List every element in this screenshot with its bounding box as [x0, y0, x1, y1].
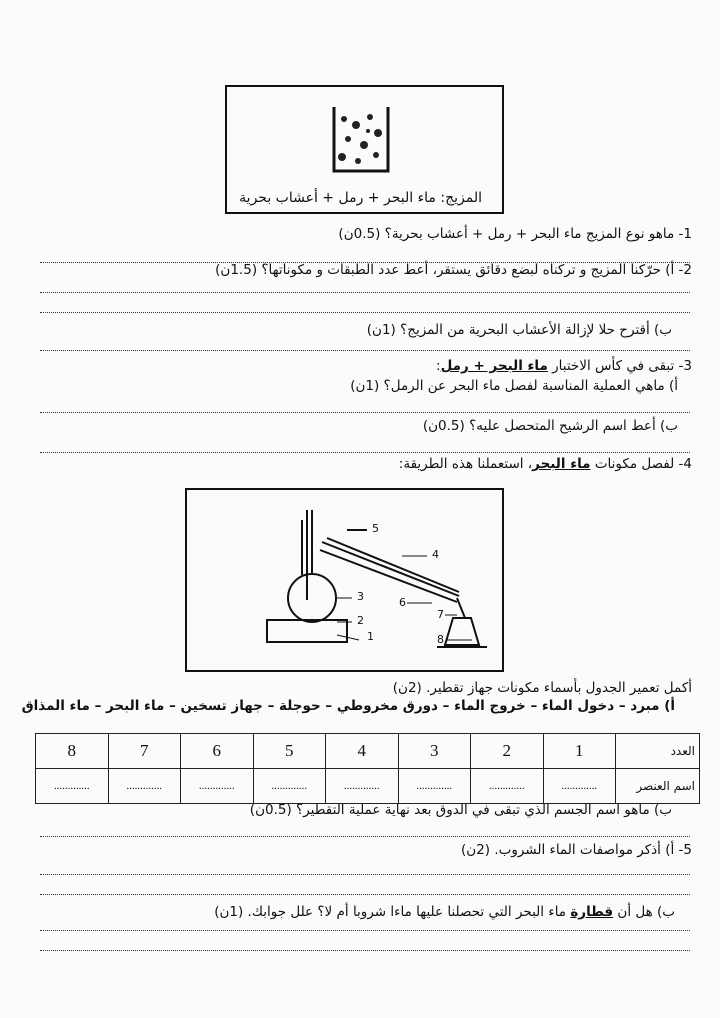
- table-cell: 2: [471, 734, 544, 769]
- q4-prefix: 4- لفصل مكونات: [590, 456, 692, 472]
- blank-cell[interactable]: .............: [326, 769, 399, 804]
- q3-prefix: 3- تبقى في كأس الاختبار: [547, 358, 692, 374]
- table-cell: 6: [181, 734, 254, 769]
- question-3: 3- تبقى في كأس الاختبار ماء البحر + رمل:: [436, 358, 692, 374]
- q4-underlined: ماء البحر: [532, 456, 591, 472]
- question-2b: ب) أقترح حلا لإزالة الأعشاب البحرية من المزيج؟ (1ن): [366, 322, 672, 338]
- q5b-prefix: ب) هل أن: [613, 904, 675, 920]
- question-5b: [214, 904, 675, 920]
- question-4: [399, 456, 692, 472]
- table-cell: 8: [36, 734, 109, 769]
- answer-line[interactable]: [40, 894, 690, 895]
- answer-line[interactable]: [40, 350, 690, 351]
- mixture-figure: [225, 85, 504, 214]
- question-3b: ب) أعط اسم الرشيح المتحصل عليه؟ (0.5ن): [422, 418, 678, 434]
- table-row: [36, 769, 700, 804]
- blank-cell[interactable]: .............: [108, 769, 181, 804]
- table-cell: 3: [398, 734, 471, 769]
- answer-line[interactable]: [40, 950, 690, 951]
- answer-line[interactable]: [40, 292, 690, 293]
- diagram-label-4: 4: [432, 548, 439, 561]
- diagram-label-1: 1: [367, 630, 374, 643]
- q5b-underlined: قطارة: [570, 904, 614, 920]
- answer-line[interactable]: [40, 412, 690, 413]
- diagram-label-6: 6: [399, 596, 406, 609]
- question-5a: 5- أ) أذكر مواصفات الماء الشروب. (2ن): [461, 842, 692, 858]
- question-4-instruction: أكمل تعمير الجدول بأسماء مكونات جهاز تقطير. (2ن): [392, 680, 692, 696]
- diagram-label-3: 3: [357, 590, 364, 603]
- table-cell: 4: [326, 734, 399, 769]
- blank-cell[interactable]: .............: [253, 769, 326, 804]
- q4-suffix: ، استعملنا هذه الطريقة:: [398, 456, 533, 472]
- diagram-label-5: 5: [372, 522, 379, 535]
- question-2a: 2- أ) حرّكنا المزيج و تركناه لبضع دقائق يستقر، أعط عدد الطبقات و مكوناتها؟ (1.5ن): [215, 262, 692, 278]
- diagram-label-7: 7: [437, 608, 444, 621]
- diagram-label-2: 2: [357, 614, 364, 627]
- question-4b: ب) ماهو اسم الجسم الذي تبقى في الدوق بعد نهاية عملية التقطير؟ (0.5ن): [249, 802, 672, 818]
- answer-line[interactable]: [40, 930, 690, 931]
- answer-line[interactable]: [40, 836, 690, 837]
- question-3a: أ) ماهي العملية المناسبة لفصل ماء البحر عن الرمل؟ (1ن): [350, 378, 678, 394]
- blank-cell[interactable]: .............: [398, 769, 471, 804]
- answer-line[interactable]: [40, 312, 690, 313]
- answer-line[interactable]: [40, 874, 690, 875]
- answer-line[interactable]: [40, 452, 690, 453]
- question-1: 1- ماهو نوع المزيج ماء البحر + رمل + أعشاب بحرية؟ (0.5ن): [338, 226, 692, 242]
- table-row: [36, 734, 700, 769]
- q5b-suffix: ماء البحر التي تحصلنا عليها ماءا شروبا أم لا؟ علل جوابك. (1ن): [214, 904, 571, 920]
- table-cell: 7: [108, 734, 181, 769]
- row-header: اسم العنصر: [616, 769, 700, 804]
- table-cell: 5: [253, 734, 326, 769]
- distillation-table: [35, 733, 700, 804]
- question-4a: أ) مبرد – دخول الماء – خروج الماء – دورق مخروطي – حوجلة – جهاز تسخين – ماء البحر – ماء المذاق: [21, 698, 675, 714]
- table-cell: 1: [543, 734, 616, 769]
- diagram-label-8: 8: [437, 633, 444, 646]
- row-header: العدد: [616, 734, 700, 769]
- blank-cell[interactable]: .............: [36, 769, 109, 804]
- distillation-diagram: [185, 488, 504, 672]
- blank-cell[interactable]: .............: [471, 769, 544, 804]
- q3-underlined: ماء البحر + رمل: [440, 358, 548, 374]
- distillation-apparatus-icon: [187, 490, 502, 670]
- beaker-icon: [330, 105, 392, 175]
- blank-cell[interactable]: .............: [543, 769, 616, 804]
- blank-cell[interactable]: .............: [181, 769, 254, 804]
- figure-caption: المزيج: ماء البحر + رمل + أعشاب بحرية: [239, 190, 482, 206]
